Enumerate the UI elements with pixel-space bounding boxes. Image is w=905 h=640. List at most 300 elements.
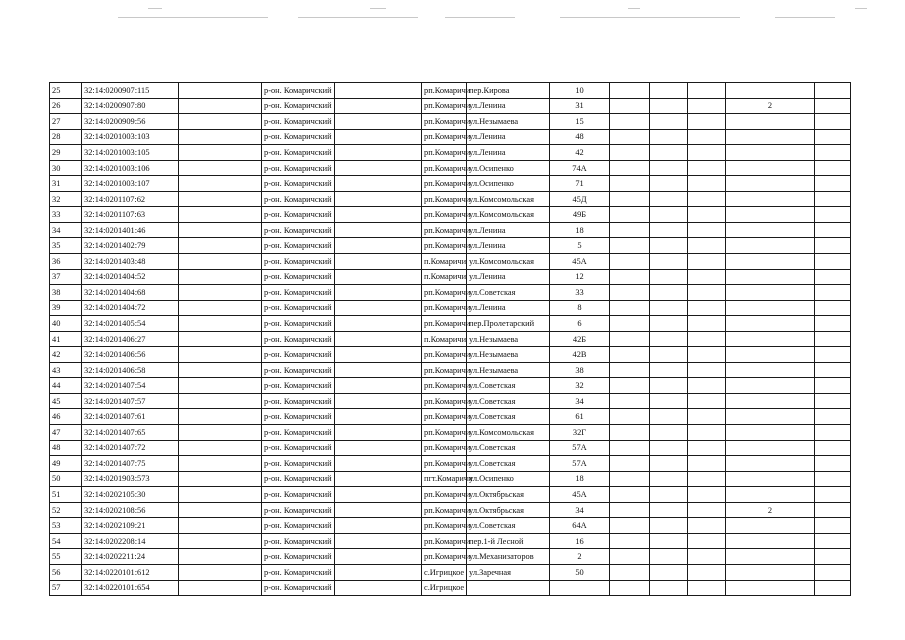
cell-empty [688,409,726,425]
cell-empty [688,207,726,223]
cell-extra-value [726,487,815,503]
cell-settlement: рп.Комаричи [422,207,467,223]
cell-empty [688,362,726,378]
cell-house-number: 34 [550,502,610,518]
cell-empty [650,393,688,409]
cell-empty [610,269,650,285]
cell-empty [610,580,650,596]
cell-row-number: 36 [50,254,82,270]
cell-extra-value [726,564,815,580]
cell-empty [335,222,422,238]
cell-row-number: 50 [50,471,82,487]
cell-empty [335,160,422,176]
cell-empty [815,145,851,161]
cell-empty [688,129,726,145]
cell-district: р-он. Комаричский [262,347,335,363]
cell-empty [335,518,422,534]
table-row [50,425,851,441]
table-row [50,471,851,487]
cell-settlement: рп.Комаричи [422,145,467,161]
cell-extra-value [726,254,815,270]
cell-empty [179,564,262,580]
cell-row-number: 40 [50,316,82,332]
cell-empty [610,207,650,223]
cell-empty [179,114,262,130]
cell-settlement: рп.Комаричи [422,425,467,441]
cell-empty [610,83,650,99]
cell-district: р-он. Комаричский [262,145,335,161]
cell-empty [815,331,851,347]
cell-street: ул.Октябрьская [467,487,550,503]
cell-empty [815,269,851,285]
cell-row-number: 54 [50,533,82,549]
table-row [50,502,851,518]
cell-cadastral-number: 32:14:0201003:107 [82,176,179,192]
cell-empty [610,98,650,114]
cell-district: р-он. Комаричский [262,362,335,378]
cell-district: р-он. Комаричский [262,114,335,130]
cell-empty [610,378,650,394]
table-row [50,269,851,285]
cell-street: ул.Механизаторов [467,549,550,565]
cell-empty [179,160,262,176]
cell-empty [650,549,688,565]
cell-row-number: 29 [50,145,82,161]
cell-cadastral-number: 32:14:0201405:54 [82,316,179,332]
cell-settlement: рп.Комаричи [422,238,467,254]
cell-extra-value [726,145,815,161]
cell-district: р-он. Комаричский [262,238,335,254]
cell-cadastral-number: 32:14:0200909:56 [82,114,179,130]
cell-row-number: 32 [50,191,82,207]
cell-empty [815,393,851,409]
cell-empty [688,285,726,301]
cell-cadastral-number: 32:14:0201407:75 [82,456,179,472]
cell-extra-value [726,222,815,238]
cell-district: р-он. Комаричский [262,269,335,285]
cell-street: ул.Незымаева [467,114,550,130]
cell-extra-value [726,378,815,394]
cell-row-number: 42 [50,347,82,363]
cell-empty [815,98,851,114]
table-row [50,347,851,363]
cell-district: р-он. Комаричский [262,487,335,503]
cell-house-number: 5 [550,238,610,254]
cell-empty [179,533,262,549]
cell-street: ул.Комсомольская [467,254,550,270]
cell-house-number: 8 [550,300,610,316]
cell-empty [610,316,650,332]
cell-settlement: рп.Комаричи [422,83,467,99]
cell-row-number: 33 [50,207,82,223]
cell-district: р-он. Комаричский [262,300,335,316]
cell-row-number: 26 [50,98,82,114]
cell-empty [179,409,262,425]
cell-settlement: с.Игрицкое [422,564,467,580]
cell-cadastral-number: 32:14:0201407:72 [82,440,179,456]
cell-street: пер.Кирова [467,83,550,99]
cell-empty [815,487,851,503]
cell-district: р-он. Комаричский [262,440,335,456]
cell-extra-value [726,440,815,456]
cell-row-number: 45 [50,393,82,409]
cell-street: ул.Ленина [467,129,550,145]
cell-cadastral-number: 32:14:0201003:103 [82,129,179,145]
cell-house-number: 64А [550,518,610,534]
cell-row-number: 38 [50,285,82,301]
cell-empty [650,98,688,114]
cell-extra-value [726,269,815,285]
table-row [50,207,851,223]
cell-empty [610,191,650,207]
cell-district: р-он. Комаричский [262,409,335,425]
cell-empty [610,254,650,270]
cell-empty [179,238,262,254]
cell-empty [650,487,688,503]
cell-house-number: 18 [550,222,610,238]
cell-street: ул.Незымаева [467,331,550,347]
cell-empty [179,254,262,270]
cell-cadastral-number: 32:14:0200907:115 [82,83,179,99]
table-row [50,238,851,254]
table-row [50,83,851,99]
cell-empty [610,160,650,176]
cell-empty [610,176,650,192]
cell-extra-value [726,518,815,534]
cell-settlement: рп.Комаричи [422,549,467,565]
cell-empty [815,83,851,99]
cell-extra-value: 2 [726,502,815,518]
cell-empty [610,347,650,363]
cell-empty [610,222,650,238]
cell-cadastral-number: 32:14:0201003:106 [82,160,179,176]
cell-empty [815,285,851,301]
cell-empty [650,471,688,487]
cell-extra-value [726,83,815,99]
cell-row-number: 31 [50,176,82,192]
cell-empty [815,347,851,363]
table-row [50,98,851,114]
cell-empty [688,98,726,114]
cell-empty [610,238,650,254]
cell-cadastral-number: 32:14:0201407:54 [82,378,179,394]
cell-empty [815,114,851,130]
cell-empty [815,580,851,596]
cell-street: ул.Советская [467,393,550,409]
cell-settlement: п.Комаричи [422,254,467,270]
cell-settlement: рп.Комаричи [422,176,467,192]
cell-extra-value [726,129,815,145]
table-row [50,285,851,301]
table-row [50,378,851,394]
cell-empty [335,347,422,363]
cell-house-number: 61 [550,409,610,425]
cell-house-number: 34 [550,393,610,409]
cell-street: ул.Советская [467,456,550,472]
cell-empty [335,83,422,99]
cell-district: р-он. Комаричский [262,129,335,145]
table-row [50,564,851,580]
cell-row-number: 56 [50,564,82,580]
table-row [50,440,851,456]
cell-settlement: рп.Комаричи [422,378,467,394]
cell-empty [610,440,650,456]
cell-empty [815,300,851,316]
cell-empty [179,176,262,192]
cell-house-number: 57А [550,456,610,472]
cell-empty [335,378,422,394]
cell-cadastral-number: 32:14:0201407:57 [82,393,179,409]
cell-row-number: 39 [50,300,82,316]
cell-cadastral-number: 32:14:0202211:24 [82,549,179,565]
cell-empty [650,347,688,363]
cell-empty [335,362,422,378]
cell-house-number: 45А [550,254,610,270]
cell-extra-value [726,533,815,549]
cell-house-number: 50 [550,564,610,580]
cell-empty [335,502,422,518]
cell-cadastral-number: 32:14:0201406:56 [82,347,179,363]
cell-empty [335,580,422,596]
cell-street: ул.Советская [467,378,550,394]
cell-house-number: 45Д [550,191,610,207]
cell-empty [335,176,422,192]
cell-district: р-он. Комаричский [262,98,335,114]
cell-empty [335,114,422,130]
cell-settlement: пгт.Комаричи [422,471,467,487]
cell-empty [335,409,422,425]
cell-empty [650,269,688,285]
cell-empty [335,300,422,316]
cell-empty [179,83,262,99]
cell-settlement: рп.Комаричи [422,409,467,425]
table-row [50,145,851,161]
cell-street: ул.Осипенко [467,471,550,487]
cell-empty [610,518,650,534]
cell-empty [179,222,262,238]
cell-row-number: 49 [50,456,82,472]
cell-empty [650,331,688,347]
cell-district: р-он. Комаричский [262,502,335,518]
cell-empty [650,502,688,518]
cell-row-number: 44 [50,378,82,394]
cell-empty [179,347,262,363]
cell-empty [610,409,650,425]
cell-empty [610,502,650,518]
cell-empty [610,393,650,409]
cell-house-number: 33 [550,285,610,301]
cell-empty [610,487,650,503]
cell-house-number: 2 [550,549,610,565]
cell-empty [815,316,851,332]
table-row [50,316,851,332]
cell-empty [650,114,688,130]
cell-house-number: 32Г [550,425,610,441]
cell-empty [179,471,262,487]
cell-empty [610,425,650,441]
cell-street: ул.Заречная [467,564,550,580]
cell-empty [815,207,851,223]
table-row [50,393,851,409]
cell-cadastral-number: 32:14:0201401:46 [82,222,179,238]
cell-empty [650,207,688,223]
cell-street: ул.Комсомольская [467,207,550,223]
cell-cadastral-number: 32:14:0202105:30 [82,487,179,503]
cell-extra-value [726,238,815,254]
cell-cadastral-number: 32:14:0201107:62 [82,191,179,207]
cell-empty [688,254,726,270]
cell-empty [815,549,851,565]
cell-empty [335,471,422,487]
cell-empty [650,409,688,425]
table-row [50,549,851,565]
cell-district: р-он. Комаричский [262,425,335,441]
cell-empty [815,378,851,394]
cell-empty [650,129,688,145]
cell-extra-value [726,191,815,207]
cell-empty [650,238,688,254]
cell-empty [688,549,726,565]
cell-empty [335,440,422,456]
cell-empty [650,145,688,161]
cell-empty [688,580,726,596]
cell-district: р-он. Комаричский [262,549,335,565]
cell-empty [688,456,726,472]
cell-district: р-он. Комаричский [262,378,335,394]
cell-cadastral-number: 32:14:0201404:72 [82,300,179,316]
cell-district: р-он. Комаричский [262,222,335,238]
cell-empty [650,222,688,238]
cell-settlement: рп.Комаричи [422,533,467,549]
cell-empty [650,316,688,332]
table-row [50,456,851,472]
table-row [50,254,851,270]
cell-settlement: рп.Комаричи [422,129,467,145]
cell-row-number: 51 [50,487,82,503]
cell-settlement: рп.Комаричи [422,518,467,534]
cell-empty [610,145,650,161]
cell-street: ул.Ленина [467,300,550,316]
table-row [50,331,851,347]
cell-empty [335,98,422,114]
cell-empty [335,238,422,254]
cell-empty [335,316,422,332]
cell-settlement: рп.Комаричи [422,347,467,363]
cell-house-number: 57А [550,440,610,456]
cell-empty [179,440,262,456]
cell-row-number: 55 [50,549,82,565]
cell-extra-value [726,316,815,332]
cell-street: пер.Пролетарский [467,316,550,332]
cell-house-number: 31 [550,98,610,114]
cell-house-number: 6 [550,316,610,332]
cell-cadastral-number: 32:14:0220101:654 [82,580,179,596]
cell-street: ул.Ленина [467,238,550,254]
cell-empty [335,331,422,347]
cell-empty [335,564,422,580]
cell-street: ул.Осипенко [467,176,550,192]
cell-empty [688,331,726,347]
cell-empty [688,191,726,207]
cell-empty [815,176,851,192]
cell-empty [815,502,851,518]
cell-street: ул.Советская [467,285,550,301]
cell-empty [815,129,851,145]
cell-empty [610,564,650,580]
scan-header-noise [0,6,905,26]
cell-empty [688,176,726,192]
cell-house-number: 42В [550,347,610,363]
cell-row-number: 28 [50,129,82,145]
cell-empty [815,362,851,378]
cell-empty [335,129,422,145]
cell-empty [335,254,422,270]
cell-settlement: рп.Комаричи [422,393,467,409]
cell-row-number: 43 [50,362,82,378]
table-row [50,176,851,192]
cell-empty [688,238,726,254]
table-row [50,300,851,316]
cell-district: р-он. Комаричский [262,207,335,223]
cell-empty [688,145,726,161]
cell-house-number: 49Б [550,207,610,223]
cell-empty [610,533,650,549]
cell-empty [179,393,262,409]
cell-extra-value [726,285,815,301]
cell-street: ул.Октябрьская [467,502,550,518]
cell-empty [179,300,262,316]
cell-empty [179,191,262,207]
cell-settlement: п.Комаричи [422,331,467,347]
cell-empty [335,456,422,472]
cell-street: ул.Комсомольская [467,191,550,207]
cell-empty [815,222,851,238]
cell-empty [688,160,726,176]
cell-settlement: рп.Комаричи [422,362,467,378]
cell-extra-value [726,347,815,363]
cell-extra-value [726,471,815,487]
cell-house-number: 38 [550,362,610,378]
cell-cadastral-number: 32:14:0202108:56 [82,502,179,518]
cell-empty [179,145,262,161]
cell-cadastral-number: 32:14:0202208:14 [82,533,179,549]
cell-extra-value [726,580,815,596]
cell-empty [688,222,726,238]
cell-empty [815,518,851,534]
cell-house-number: 18 [550,471,610,487]
cell-house-number: 42 [550,145,610,161]
cell-empty [650,176,688,192]
cell-row-number: 30 [50,160,82,176]
cell-row-number: 47 [50,425,82,441]
cell-empty [610,300,650,316]
cell-street: ул.Ленина [467,145,550,161]
cell-settlement: рп.Комаричи [422,285,467,301]
table-row [50,222,851,238]
cell-empty [610,114,650,130]
cell-extra-value [726,114,815,130]
cell-empty [335,285,422,301]
cell-settlement: с.Игрицкое [422,580,467,596]
cell-row-number: 27 [50,114,82,130]
cell-street: ул.Советская [467,518,550,534]
cell-house-number: 42Б [550,331,610,347]
cell-empty [650,83,688,99]
cell-district: р-он. Комаричский [262,564,335,580]
cell-empty [815,409,851,425]
table-row [50,580,851,596]
cell-cadastral-number: 32:14:0201407:65 [82,425,179,441]
